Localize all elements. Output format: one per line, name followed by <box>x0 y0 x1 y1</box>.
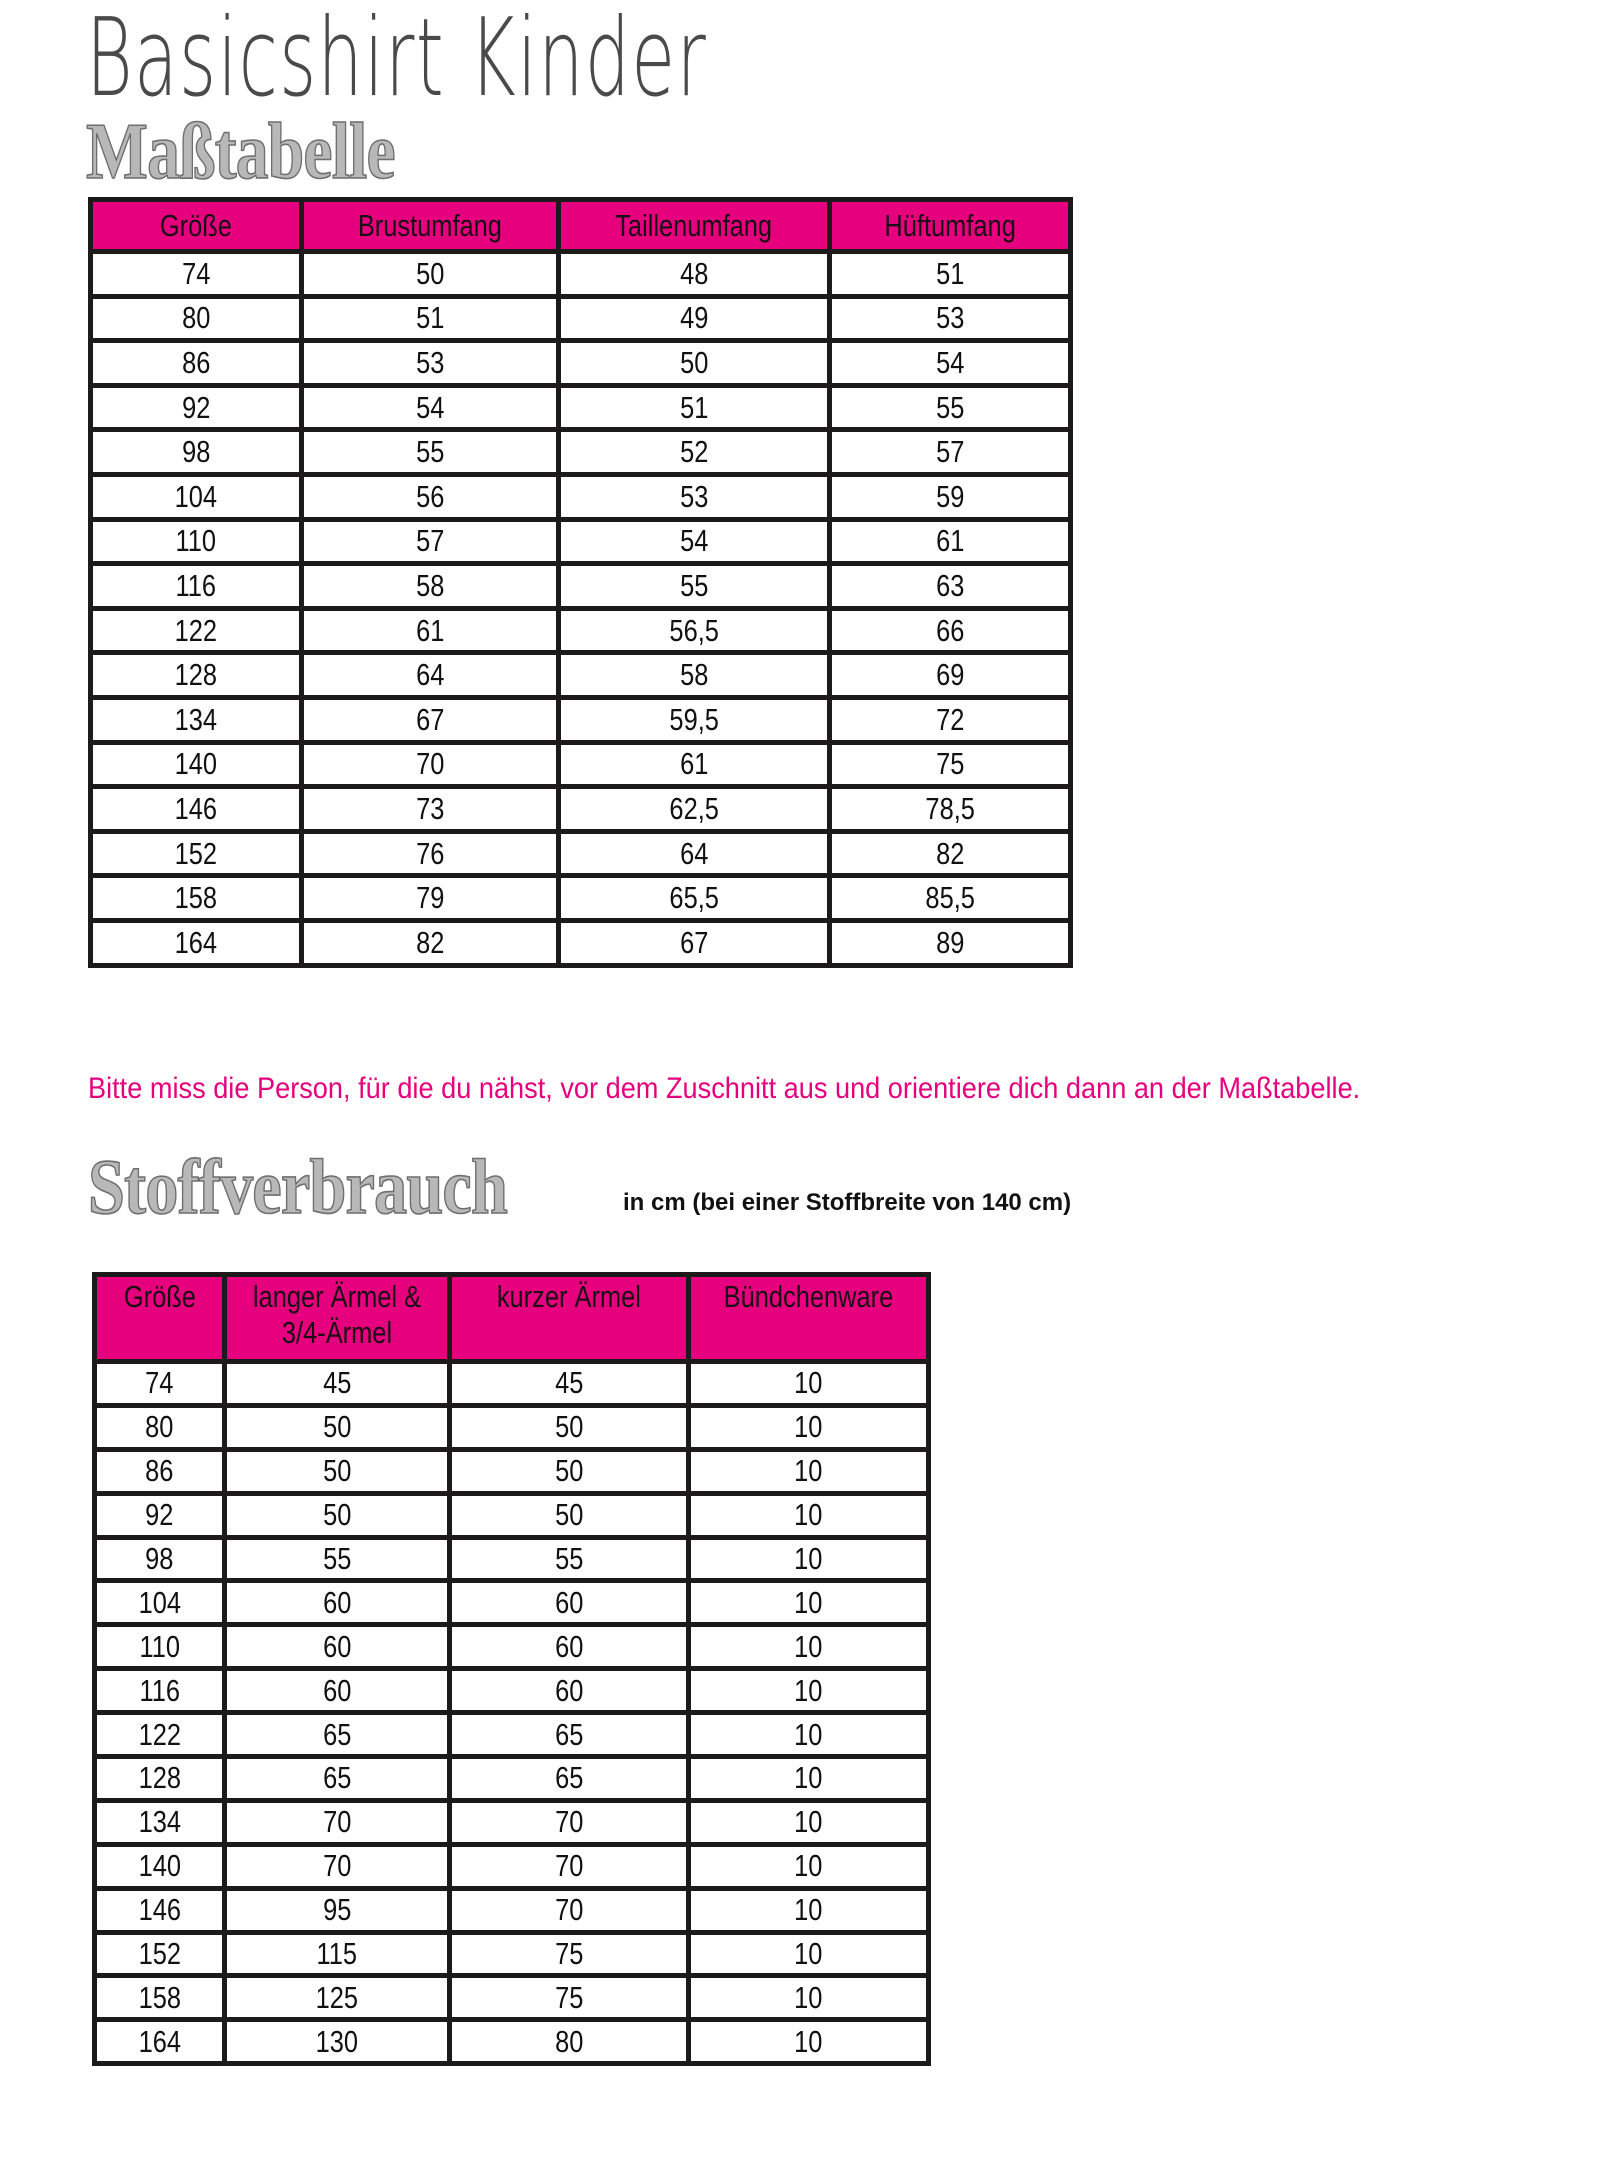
table-row <box>95 1844 929 1888</box>
table-cell-waist: 49 <box>559 296 830 341</box>
table-row <box>95 1537 929 1581</box>
table-cell-cuff-fabric: 10 <box>689 1757 929 1801</box>
table-cell-chest: 56 <box>302 474 559 519</box>
table-cell-size: 122 <box>95 1713 225 1757</box>
measurement-table-body <box>91 252 1071 966</box>
table-cell-waist: 51 <box>559 385 830 430</box>
table-cell-waist: 61 <box>559 742 830 787</box>
table-cell-waist: 62,5 <box>559 787 830 832</box>
fabric-table-body <box>95 1362 929 2064</box>
column-header-short-sleeve: kurzer Ärmel <box>450 1275 689 1362</box>
table-cell-hip: 85,5 <box>830 876 1071 921</box>
table-cell-hip: 54 <box>830 341 1071 386</box>
table-cell-short-sleeve: 50 <box>450 1405 689 1449</box>
page-title: Basicshirt Kinder <box>86 0 708 121</box>
table-row <box>95 2020 929 2064</box>
table-cell-long-sleeve: 55 <box>225 1537 450 1581</box>
table-cell-long-sleeve: 60 <box>225 1625 450 1669</box>
table-cell-waist: 54 <box>559 519 830 564</box>
table-cell-waist: 55 <box>559 564 830 609</box>
table-row <box>95 1493 929 1537</box>
table-row <box>91 385 1071 430</box>
table-cell-cuff-fabric: 10 <box>689 2020 929 2064</box>
table-cell-size: 134 <box>91 697 302 742</box>
table-cell-waist: 48 <box>559 252 830 297</box>
table-row <box>95 1800 929 1844</box>
column-header-waist: Taillenumfang <box>559 200 830 252</box>
table-cell-cuff-fabric: 10 <box>689 1405 929 1449</box>
table-cell-long-sleeve: 50 <box>225 1405 450 1449</box>
column-header-hip: Hüftumfang <box>830 200 1071 252</box>
table-cell-size: 116 <box>91 564 302 609</box>
fabric-table <box>92 1272 931 2066</box>
column-header-chest: Brustumfang <box>302 200 559 252</box>
table-cell-cuff-fabric: 10 <box>689 1976 929 2020</box>
table-cell-cuff-fabric: 10 <box>689 1932 929 1976</box>
table-cell-hip: 89 <box>830 920 1071 965</box>
table-cell-size: 86 <box>95 1449 225 1493</box>
table-cell-size: 92 <box>95 1493 225 1537</box>
measurement-table-heading: Maßtabelle <box>86 108 395 196</box>
table-cell-short-sleeve: 45 <box>450 1362 689 1406</box>
table-cell-short-sleeve: 75 <box>450 1976 689 2020</box>
table-cell-long-sleeve: 70 <box>225 1844 450 1888</box>
table-row <box>95 1362 929 1406</box>
table-cell-size: 140 <box>95 1844 225 1888</box>
table-row <box>91 876 1071 921</box>
fabric-table-header <box>95 1275 929 1362</box>
table-row <box>91 831 1071 876</box>
table-row <box>95 1932 929 1976</box>
table-cell-hip: 75 <box>830 742 1071 787</box>
table-cell-size: 110 <box>95 1625 225 1669</box>
table-cell-long-sleeve: 50 <box>225 1449 450 1493</box>
table-cell-cuff-fabric: 10 <box>689 1625 929 1669</box>
fabric-table-heading: Stoffverbrauch <box>88 1143 507 1230</box>
table-cell-hip: 72 <box>830 697 1071 742</box>
table-cell-cuff-fabric: 10 <box>689 1581 929 1625</box>
table-cell-short-sleeve: 65 <box>450 1757 689 1801</box>
table-cell-waist: 58 <box>559 653 830 698</box>
table-cell-short-sleeve: 70 <box>450 1844 689 1888</box>
table-cell-cuff-fabric: 10 <box>689 1493 929 1537</box>
table-row <box>95 1757 929 1801</box>
table-cell-chest: 61 <box>302 608 559 653</box>
table-cell-size: 122 <box>91 608 302 653</box>
table-cell-size: 80 <box>91 296 302 341</box>
table-cell-size: 146 <box>91 787 302 832</box>
table-cell-short-sleeve: 60 <box>450 1669 689 1713</box>
table-cell-long-sleeve: 125 <box>225 1976 450 2020</box>
table-cell-size: 92 <box>91 385 302 430</box>
column-header-cuff-fabric: Bündchenware <box>689 1275 929 1362</box>
table-cell-size: 110 <box>91 519 302 564</box>
table-cell-chest: 70 <box>302 742 559 787</box>
table-row <box>95 1625 929 1669</box>
table-cell-size: 104 <box>91 474 302 519</box>
table-row <box>91 742 1071 787</box>
table-cell-chest: 58 <box>302 564 559 609</box>
fabric-table-subtitle: in cm (bei einer Stoffbreite von 140 cm) <box>623 1189 1072 1216</box>
table-cell-hip: 63 <box>830 564 1071 609</box>
table-cell-hip: 69 <box>830 653 1071 698</box>
table-cell-size: 158 <box>95 1976 225 2020</box>
table-cell-size: 146 <box>95 1888 225 1932</box>
table-row <box>95 1888 929 1932</box>
table-cell-hip: 66 <box>830 608 1071 653</box>
table-row <box>91 474 1071 519</box>
table-cell-chest: 55 <box>302 430 559 475</box>
table-cell-hip: 57 <box>830 430 1071 475</box>
table-cell-long-sleeve: 60 <box>225 1581 450 1625</box>
column-header-size: Größe <box>91 200 302 252</box>
table-cell-size: 158 <box>91 876 302 921</box>
table-cell-short-sleeve: 50 <box>450 1449 689 1493</box>
table-cell-hip: 53 <box>830 296 1071 341</box>
table-cell-short-sleeve: 60 <box>450 1625 689 1669</box>
column-header-size: Größe <box>95 1275 225 1362</box>
table-cell-hip: 78,5 <box>830 787 1071 832</box>
table-cell-chest: 54 <box>302 385 559 430</box>
table-cell-size: 128 <box>91 653 302 698</box>
table-cell-cuff-fabric: 10 <box>689 1713 929 1757</box>
table-cell-cuff-fabric: 10 <box>689 1888 929 1932</box>
table-row <box>91 697 1071 742</box>
table-row <box>91 430 1071 475</box>
table-cell-size: 140 <box>91 742 302 787</box>
table-cell-cuff-fabric: 10 <box>689 1844 929 1888</box>
table-cell-size: 80 <box>95 1405 225 1449</box>
table-cell-size: 98 <box>91 430 302 475</box>
table-cell-short-sleeve: 70 <box>450 1888 689 1932</box>
table-cell-waist: 52 <box>559 430 830 475</box>
table-cell-hip: 82 <box>830 831 1071 876</box>
table-cell-cuff-fabric: 10 <box>689 1669 929 1713</box>
table-row <box>91 519 1071 564</box>
table-cell-short-sleeve: 65 <box>450 1713 689 1757</box>
table-cell-waist: 64 <box>559 831 830 876</box>
table-cell-size: 98 <box>95 1537 225 1581</box>
table-cell-waist: 65,5 <box>559 876 830 921</box>
table-cell-long-sleeve: 115 <box>225 1932 450 1976</box>
table-cell-hip: 55 <box>830 385 1071 430</box>
table-cell-long-sleeve: 65 <box>225 1757 450 1801</box>
table-row <box>95 1581 929 1625</box>
table-cell-long-sleeve: 60 <box>225 1669 450 1713</box>
table-cell-short-sleeve: 55 <box>450 1537 689 1581</box>
table-cell-chest: 67 <box>302 697 559 742</box>
table-row <box>91 653 1071 698</box>
table-cell-long-sleeve: 65 <box>225 1713 450 1757</box>
table-row <box>95 1713 929 1757</box>
table-cell-size: 128 <box>95 1757 225 1801</box>
table-cell-size: 164 <box>91 920 302 965</box>
table-row <box>91 787 1071 832</box>
table-cell-waist: 53 <box>559 474 830 519</box>
table-cell-size: 74 <box>95 1362 225 1406</box>
table-cell-size: 86 <box>91 341 302 386</box>
table-row <box>95 1976 929 2020</box>
table-cell-chest: 50 <box>302 252 559 297</box>
table-cell-chest: 53 <box>302 341 559 386</box>
table-row <box>95 1449 929 1493</box>
table-cell-short-sleeve: 70 <box>450 1800 689 1844</box>
table-cell-cuff-fabric: 10 <box>689 1800 929 1844</box>
table-cell-short-sleeve: 80 <box>450 2020 689 2064</box>
table-cell-cuff-fabric: 10 <box>689 1449 929 1493</box>
table-row <box>91 296 1071 341</box>
table-cell-long-sleeve: 50 <box>225 1493 450 1537</box>
table-row <box>95 1669 929 1713</box>
table-row <box>91 341 1071 386</box>
table-cell-waist: 50 <box>559 341 830 386</box>
table-cell-long-sleeve: 45 <box>225 1362 450 1406</box>
table-cell-size: 164 <box>95 2020 225 2064</box>
table-cell-waist: 56,5 <box>559 608 830 653</box>
table-row <box>91 920 1071 965</box>
column-header-long-sleeve: langer Ärmel & 3/4-Ärmel <box>225 1275 450 1362</box>
table-cell-short-sleeve: 60 <box>450 1581 689 1625</box>
table-cell-size: 116 <box>95 1669 225 1713</box>
table-cell-size: 152 <box>91 831 302 876</box>
table-cell-cuff-fabric: 10 <box>689 1362 929 1406</box>
table-cell-hip: 59 <box>830 474 1071 519</box>
table-cell-long-sleeve: 130 <box>225 2020 450 2064</box>
table-cell-chest: 76 <box>302 831 559 876</box>
table-cell-hip: 61 <box>830 519 1071 564</box>
table-cell-size: 104 <box>95 1581 225 1625</box>
table-row <box>91 564 1071 609</box>
table-cell-size: 152 <box>95 1932 225 1976</box>
table-cell-cuff-fabric: 10 <box>689 1537 929 1581</box>
table-cell-waist: 59,5 <box>559 697 830 742</box>
table-cell-waist: 67 <box>559 920 830 965</box>
table-cell-long-sleeve: 70 <box>225 1800 450 1844</box>
table-cell-chest: 82 <box>302 920 559 965</box>
table-row <box>95 1405 929 1449</box>
table-cell-size: 74 <box>91 252 302 297</box>
table-cell-chest: 57 <box>302 519 559 564</box>
table-row <box>91 608 1071 653</box>
table-cell-chest: 79 <box>302 876 559 921</box>
measurement-table-header <box>91 200 1071 252</box>
table-cell-chest: 73 <box>302 787 559 832</box>
table-row <box>91 252 1071 297</box>
table-cell-hip: 51 <box>830 252 1071 297</box>
table-cell-short-sleeve: 50 <box>450 1493 689 1537</box>
measurement-table <box>88 197 1073 968</box>
table-cell-long-sleeve: 95 <box>225 1888 450 1932</box>
table-cell-short-sleeve: 75 <box>450 1932 689 1976</box>
table-cell-size: 134 <box>95 1800 225 1844</box>
table-cell-chest: 51 <box>302 296 559 341</box>
measurement-note: Bitte miss die Person, für die du nähst, vor dem Zuschnitt aus und orientiere dich dann an der Maßtabelle. <box>88 1072 1361 1105</box>
table-cell-chest: 64 <box>302 653 559 698</box>
